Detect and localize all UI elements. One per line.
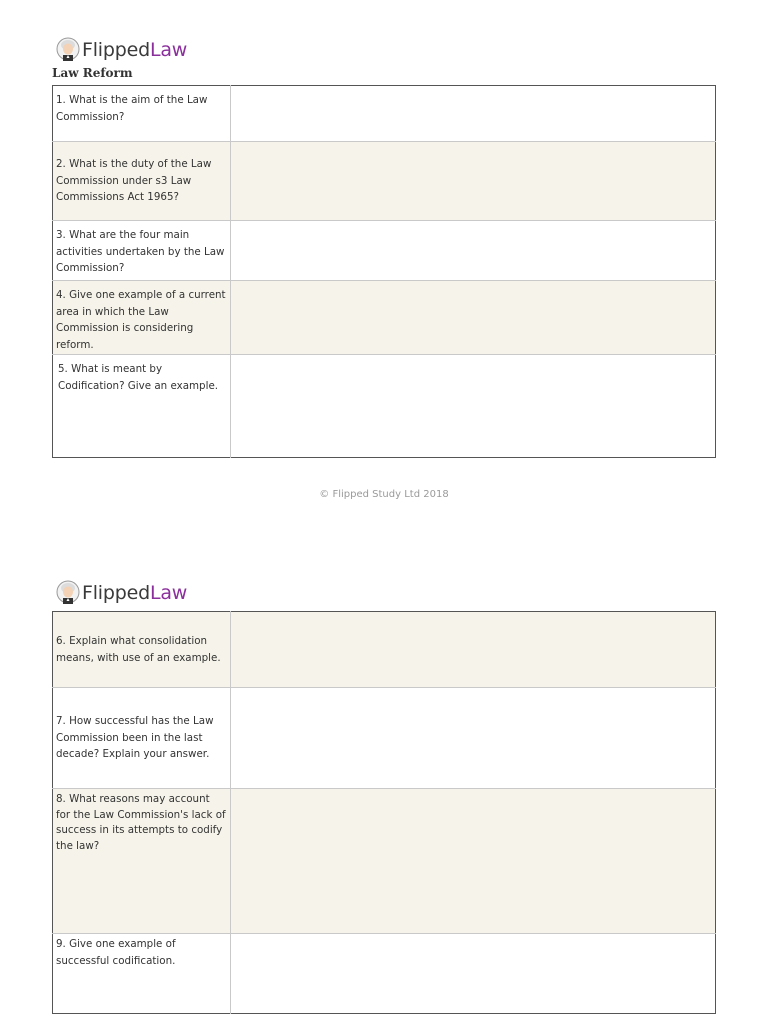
- table-row: [53, 142, 716, 221]
- brand-name-part2: Law: [149, 582, 188, 604]
- lawyer-avatar-icon: [56, 580, 80, 606]
- table-row: [53, 221, 716, 281]
- table-row: [53, 934, 716, 1014]
- answer-cell[interactable]: [231, 934, 716, 1014]
- question-cell: 5. What is meant by Codification? Give an example.: [53, 355, 231, 458]
- brand-name-part1: Flipped: [82, 582, 150, 604]
- answer-cell[interactable]: [231, 86, 716, 142]
- answer-cell[interactable]: [231, 355, 716, 458]
- brand-name: [82, 39, 187, 61]
- question-table-1: [52, 85, 716, 458]
- brand-name: [82, 582, 187, 604]
- answer-cell[interactable]: [231, 688, 716, 789]
- answer-cell[interactable]: [231, 789, 716, 934]
- question-cell: 9. Give one example of successful codification.: [53, 934, 231, 1014]
- table-row: [53, 688, 716, 789]
- question-cell: 1. What is the aim of the Law Commission?: [53, 86, 231, 142]
- section-title: Law Reform: [52, 66, 133, 80]
- question-cell: 6. Explain what consolidation means, with use of an example.: [53, 612, 231, 688]
- answer-cell[interactable]: [231, 281, 716, 355]
- table-row: [53, 612, 716, 688]
- question-cell: 3. What are the four main activities undertaken by the Law Commission?: [53, 221, 231, 281]
- flippedlaw-logo: [56, 579, 187, 607]
- table-row: [53, 789, 716, 934]
- question-cell: 7. How successful has the Law Commission been in the last decade? Explain your answer.: [53, 688, 231, 789]
- brand-name-part1: Flipped: [82, 39, 150, 61]
- flippedlaw-logo: [56, 36, 187, 64]
- question-table-2: [52, 611, 716, 1014]
- brand-name-part2: Law: [149, 39, 188, 61]
- table-row: [53, 86, 716, 142]
- question-cell: 8. What reasons may account for the Law Commission's lack of success in its attempts to codify the law?: [53, 789, 231, 934]
- answer-cell[interactable]: [231, 221, 716, 281]
- question-cell: 2. What is the duty of the Law Commission under s3 Law Commissions Act 1965?: [53, 142, 231, 221]
- answer-cell[interactable]: [231, 612, 716, 688]
- lawyer-avatar-icon: [56, 37, 80, 63]
- answer-cell[interactable]: [231, 142, 716, 221]
- copyright-footer: © Flipped Study Ltd 2018: [319, 489, 449, 500]
- table-row: [53, 355, 716, 458]
- table-row: [53, 281, 716, 355]
- question-cell: 4. Give one example of a current area in which the Law Commission is considering reform.: [53, 281, 231, 355]
